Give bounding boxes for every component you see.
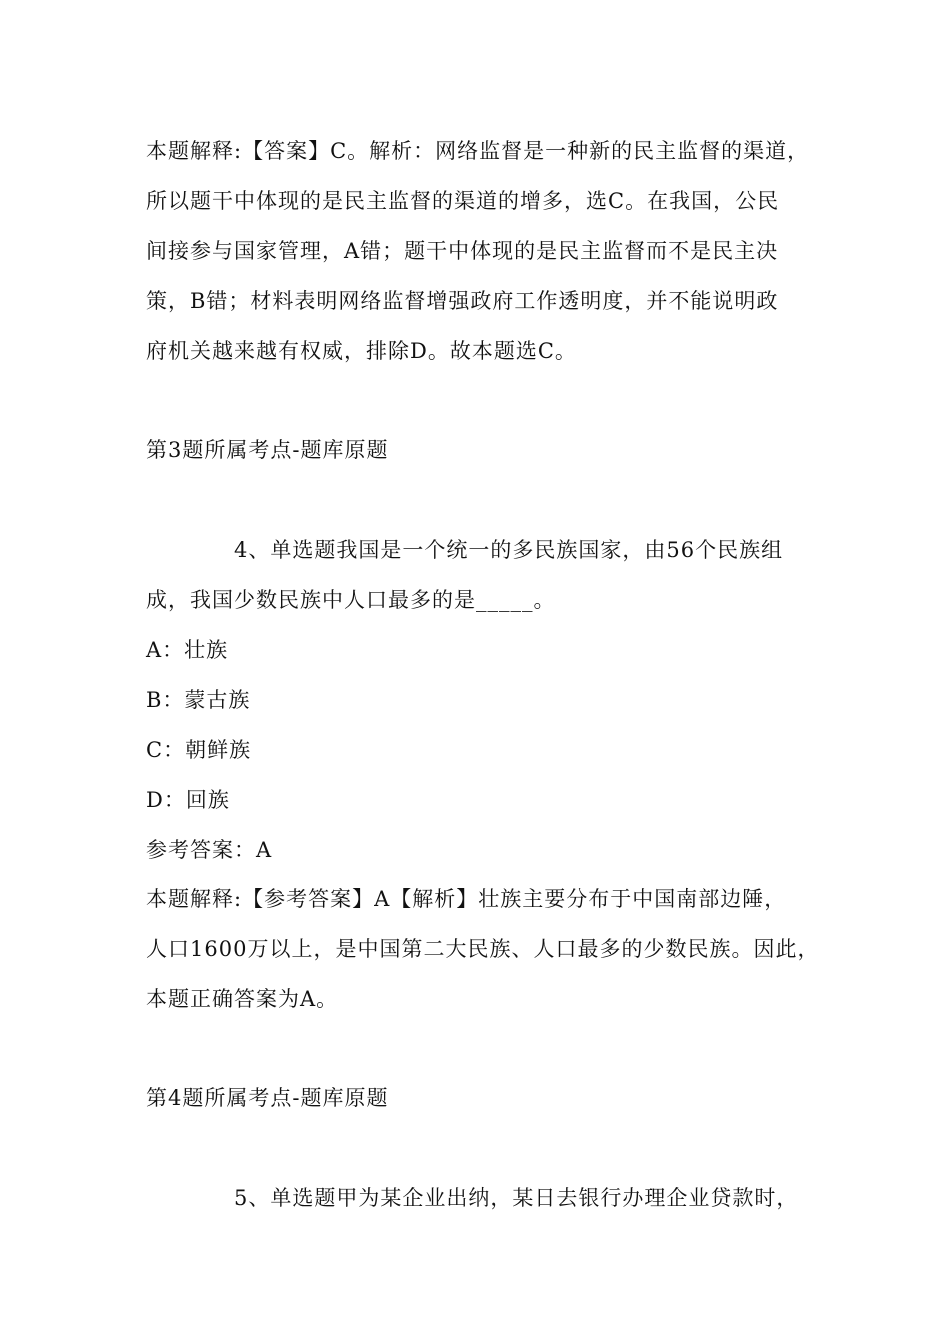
q3-explanation-line-5: 府机关越来越有权威，排除D。故本题选C。	[146, 339, 577, 363]
q4-option-c: C：朝鲜族	[146, 738, 252, 762]
q3-explanation-line-2: 所以题干中体现的是民主监督的渠道的增多，选C。在我国，公民	[146, 189, 780, 213]
q4-question-line-1: 4、单选题我国是一个统一的多民族国家，由56个民族组	[234, 538, 784, 562]
q4-answer: 参考答案：A	[146, 838, 273, 862]
q3-explanation-line-1: 本题解释:【答案】C。解析：网络监督是一种新的民主监督的渠道，	[146, 139, 810, 163]
q4-category: 第4题所属考点-题库原题	[146, 1086, 389, 1110]
q5-question-line-1: 5、单选题甲为某企业出纳，某日去银行办理企业贷款时，	[234, 1186, 799, 1210]
q4-option-a: A：壮族	[146, 638, 229, 662]
q4-option-b: B：蒙古族	[146, 688, 251, 712]
q4-explanation-line-2: 人口1600万以上，是中国第二大民族、人口最多的少数民族。因此，	[146, 937, 820, 961]
q3-explanation-line-3: 间接参与国家管理，A错；题干中体现的是民主监督而不是民主决	[146, 239, 779, 263]
q3-category: 第3题所属考点-题库原题	[146, 438, 389, 462]
q4-option-d: D：回族	[146, 788, 230, 812]
q3-explanation-line-4: 策，B错；材料表明网络监督增强政府工作透明度，并不能说明政	[146, 289, 779, 313]
q4-question-line-2: 成，我国少数民族中人口最多的是_____。	[146, 588, 556, 612]
q4-explanation-line-3: 本题正确答案为A。	[146, 987, 339, 1011]
q4-explanation-line-1: 本题解释:【参考答案】A【解析】壮族主要分布于中国南部边陲，	[146, 887, 787, 911]
